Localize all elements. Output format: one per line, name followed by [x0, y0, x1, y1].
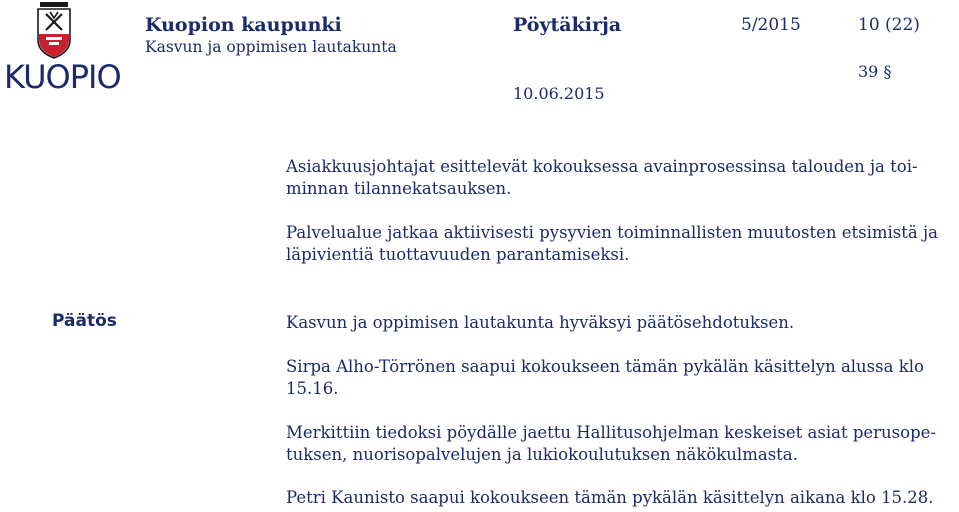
meeting-date: 10.06.2015: [513, 84, 605, 103]
kuopio-coat-of-arms-icon: [34, 2, 74, 60]
paragraph-arrival-kaunisto: Petri Kaunisto saapui kokoukseen tämän pykälän käsittelyn aikana klo 15.28.: [286, 488, 934, 507]
paragraph-status-review: Asiakkuusjohtajat esittelevät kokouksessa avainprosessinsa talouden ja toi- minnan tilannekatsauksen.: [286, 157, 918, 198]
decision-label: Päätös: [52, 311, 117, 331]
decision-text: Kasvun ja oppimisen lautakunta hyväksyi päätösehdotuksen.: [286, 313, 795, 332]
page-info: 10 (22): [858, 15, 920, 35]
paragraph-arrival-alho-torronen: Sirpa Alho-Törrönen saapui kokoukseen tämän pykälän käsittelyn alussa klo 15.16.: [286, 357, 924, 398]
kuopio-wordmark: KUOPIO: [4, 58, 121, 96]
kuopio-logo: [4, 0, 121, 100]
paragraph-government-programme: Merkittiin tiedoksi pöydälle jaettu Hallitusohjelman keskeiset asiat perusope- tuksen, nuorisopalvelujen ja lukiokoulutuksen näkökulmasta.: [286, 423, 936, 464]
paragraph-productivity: Palvelualue jatkaa aktiivisesti pysyvien toiminnallisten muutosten etsimistä ja läpivientiä tuottavuuden parantamiseksi.: [286, 223, 938, 264]
document-type: Pöytäkirja: [513, 14, 622, 36]
section-number: 39 §: [858, 62, 892, 81]
board-name: Kasvun ja oppimisen lautakunta: [145, 38, 397, 56]
organization-name: Kuopion kaupunki: [145, 14, 342, 36]
document-number: 5/2015: [741, 15, 801, 35]
